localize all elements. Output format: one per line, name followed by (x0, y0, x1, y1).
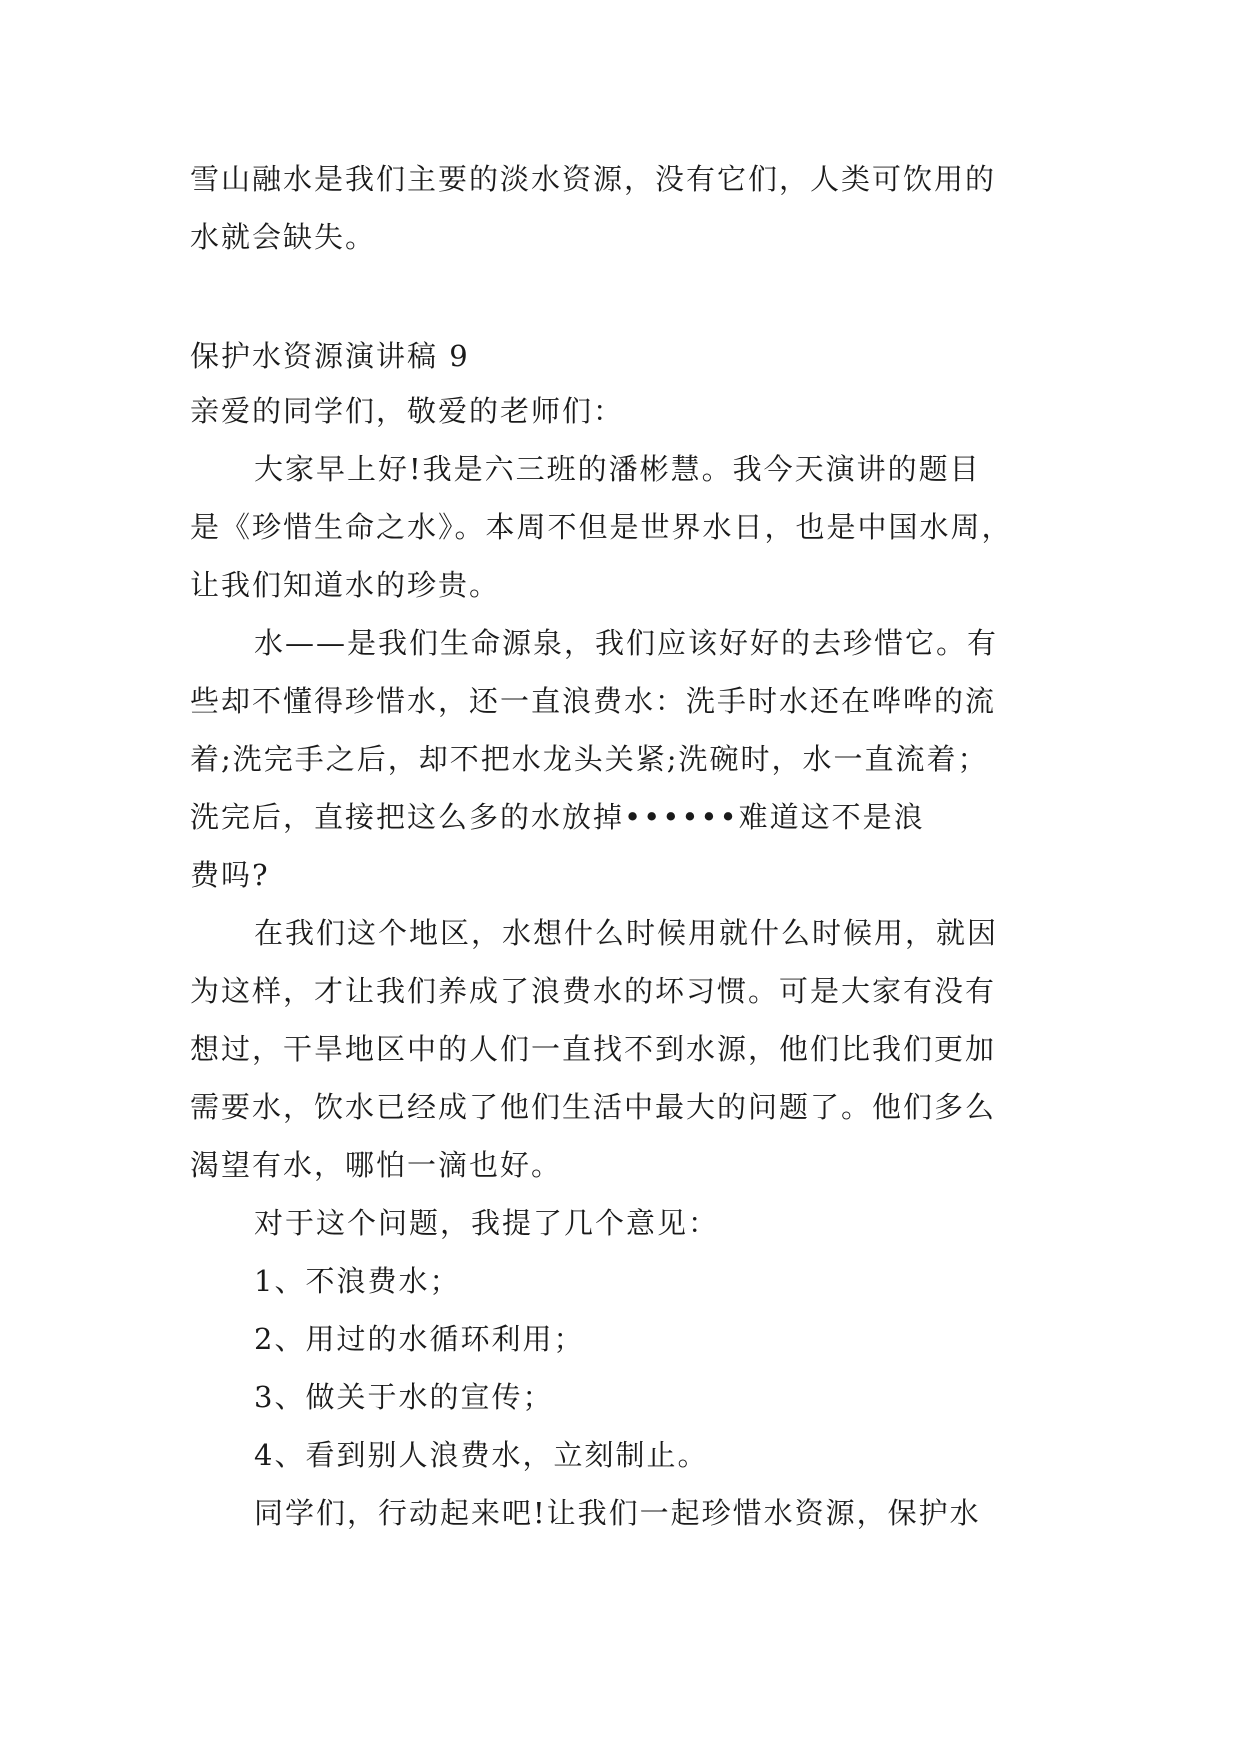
text-line: 费吗? (190, 858, 270, 892)
section-gap (190, 266, 1070, 330)
text-line: 些却不懂得珍惜水，还一直浪费水：洗手时水还在哗哗的流 (190, 684, 997, 718)
text-line: 让我们知道水的珍贵。 (190, 568, 501, 602)
list-item: 2、用过的水循环利用； (254, 1322, 585, 1356)
text-line: 对于这个问题，我提了几个意见： (254, 1206, 720, 1240)
text-line: 雪山融水是我们主要的淡水资源，没有它们，人类可饮用的 (190, 162, 997, 196)
paragraph-3 (190, 904, 1070, 1194)
text-line: 需要水，饮水已经成了他们生活中最大的问题了。他们多么 (190, 1090, 997, 1124)
text-line: 渴望有水，哪怕一滴也好。 (190, 1148, 563, 1182)
document-content (190, 150, 1070, 1542)
paragraph-2 (190, 614, 1070, 904)
text-line: 想过，干旱地区中的人们一直找不到水源，他们比我们更加 (190, 1032, 997, 1066)
text-line: 是《珍惜生命之水》。本周不但是世界水日，也是中国水周， (190, 510, 1013, 544)
salutation: 亲爱的同学们，敬爱的老师们： (190, 394, 625, 428)
list-item: 1、不浪费水； (254, 1264, 461, 1298)
suggestion-list (190, 1252, 1070, 1484)
text-line: 在我们这个地区，水想什么时候用就什么时候用，就因 (254, 916, 999, 950)
text-line: 水——是我们生命源泉，我们应该好好的去珍惜它。有 (254, 626, 999, 660)
paragraph-1 (190, 440, 1070, 614)
closing-line: 同学们，行动起来吧!让我们一起珍惜水资源，保护水 (254, 1496, 981, 1530)
intro-paragraph (190, 150, 1070, 266)
text-line: 水就会缺失。 (190, 220, 377, 254)
text-line: 洗完后，直接把这么多的水放掉••••••难道这不是浪 (190, 800, 925, 834)
list-item: 4、看到别人浪费水，立刻制止。 (254, 1438, 709, 1472)
list-item: 3、做关于水的宣传； (254, 1380, 554, 1414)
paragraph-4 (190, 1194, 1070, 1252)
text-line: 大家早上好!我是六三班的潘彬慧。我今天演讲的题目 (254, 452, 981, 486)
text-line: 为这样，才让我们养成了浪费水的坏习惯。可是大家有没有 (190, 974, 997, 1008)
speech-title: 保护水资源演讲稿 9 (190, 339, 470, 373)
text-line: 着;洗完手之后，却不把水龙头关紧;洗碗时，水一直流着； (190, 742, 989, 776)
